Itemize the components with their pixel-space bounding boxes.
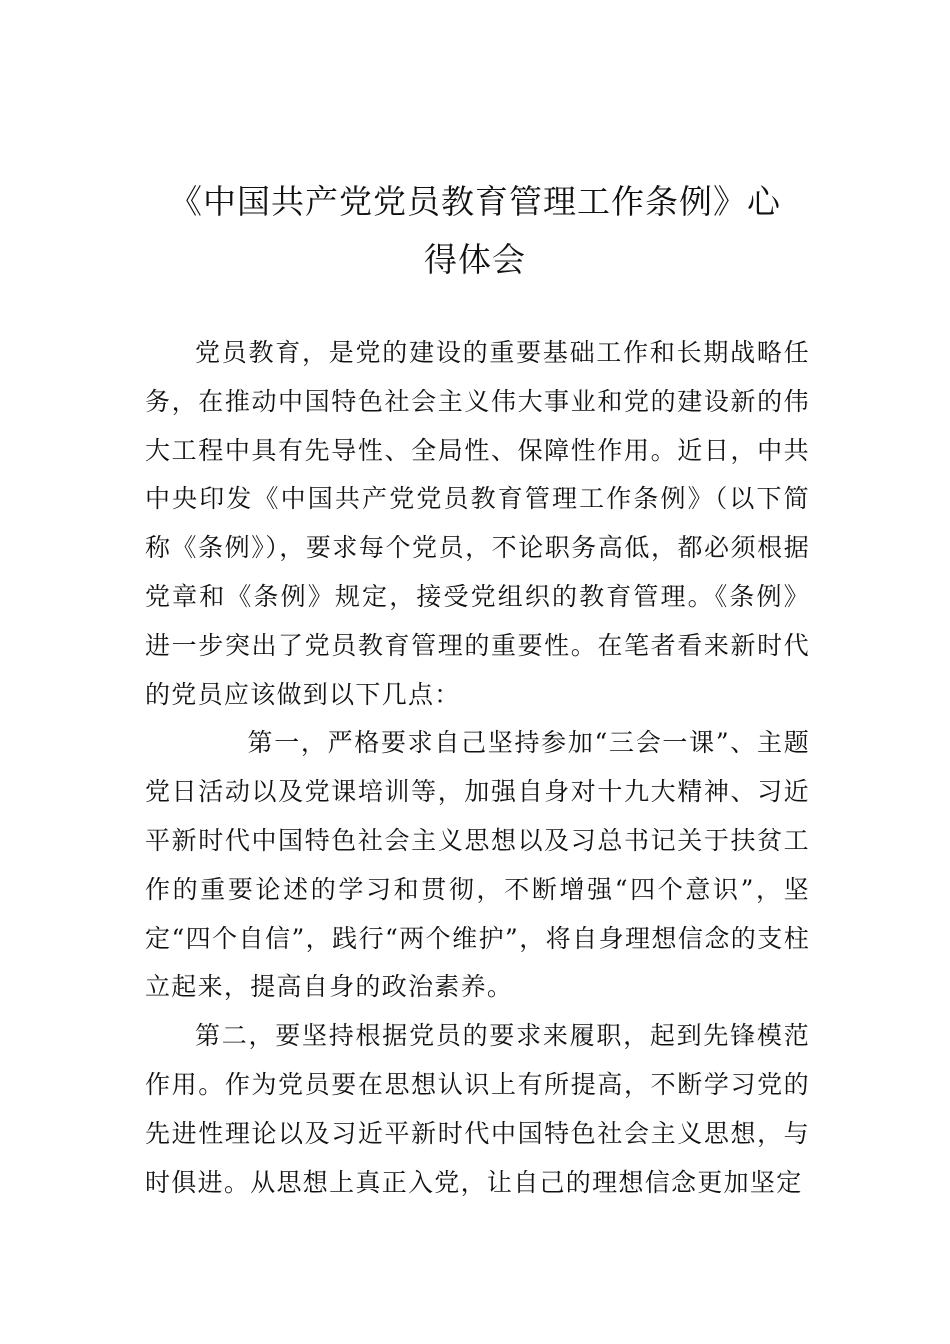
document-body <box>145 329 810 1207</box>
paragraph-point-two: 第二，要坚持根据党员的要求来履职，起到先锋模范作用。作为党员要在思想认识上有所提高，不断学习党的先进性理论以及习近平新时代中国特色社会主义思想，与时俱进。从思想上真正入党，让自己的理想信念更加坚定 <box>145 1021 810 1197</box>
paragraph-intro: 党员教育，是党的建设的重要基础工作和长期战略任务，在推动中国特色社会主义伟大事业和党的建设新的伟大工程中具有先导性、全局性、保障性作用。近日，中共中央印发《中国共产党党员教育管理工作条例》（以下简称《条例》），要求每个党员，不论职务高低，都必须根据党章和《条例》规定，接受党组织的教育管理。《条例》进一步突出了党员教育管理的重要性。在笔者看来新时代的党员应该做到以下几点： <box>145 338 810 709</box>
document-title <box>120 173 830 289</box>
title-line-1: 《中国共产党党员教育管理工作条例》心 <box>169 182 781 221</box>
paragraph-point-one: 第一，严格要求自己坚持参加“三会一课”、主题党日活动以及党课培训等，加强自身对十九大精神、习近平新时代中国特色社会主义思想以及习总书记关于扶贫工作的重要论述的学习和贯彻，不断增强“四个意识”，坚定“四个自信”，践行“两个维护”，将自身理想信念的支柱立起来，提高自身的政治素养。 <box>145 728 810 1002</box>
title-line-2: 得体会 <box>424 240 526 279</box>
